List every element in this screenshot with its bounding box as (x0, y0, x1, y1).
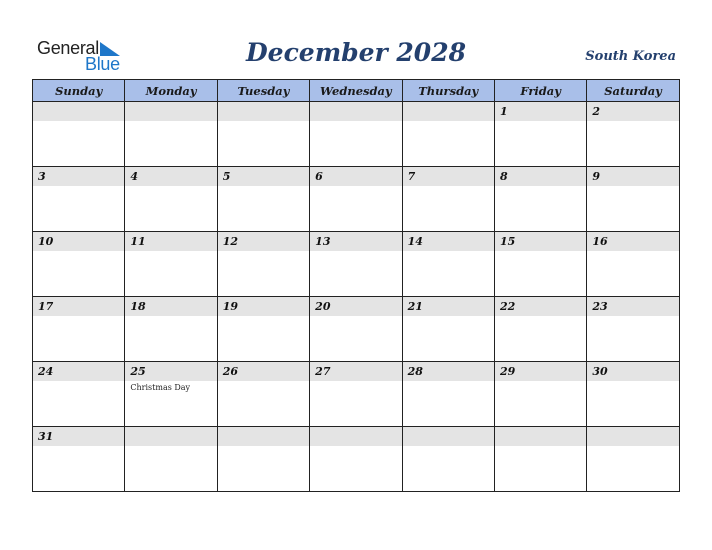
day-cell-5 (218, 167, 310, 232)
day-number: 5 (222, 170, 231, 183)
empty-day-cell (218, 102, 310, 167)
empty-day-cell (587, 427, 679, 492)
day-number-band (310, 167, 401, 186)
day-cell-18 (125, 297, 217, 362)
day-cell-7 (403, 167, 495, 232)
day-number-band (495, 102, 586, 121)
day-number-band (125, 427, 216, 446)
day-cell-3 (33, 167, 125, 232)
day-number-band (218, 102, 309, 121)
logo-word-blue: Blue (85, 54, 120, 74)
day-cell-31 (33, 427, 125, 492)
day-cell-30 (587, 362, 679, 427)
day-number: 8 (499, 170, 508, 183)
weekday-header-sunday: Sunday (33, 80, 125, 102)
day-cell-1 (495, 102, 587, 167)
day-cell-4 (125, 167, 217, 232)
day-cell-8 (495, 167, 587, 232)
day-number-band (218, 427, 309, 446)
day-number: 10 (38, 235, 54, 248)
day-number: 6 (315, 170, 323, 183)
weekday-header-saturday: Saturday (587, 80, 679, 102)
day-cell-11 (125, 232, 217, 297)
day-number: 28 (407, 365, 423, 378)
day-number: 26 (222, 365, 239, 378)
day-number-band (403, 102, 494, 121)
empty-day-cell (310, 102, 402, 167)
day-cell-10 (33, 232, 125, 297)
weekday-header-tuesday: Tuesday (218, 80, 310, 102)
day-number: 3 (38, 170, 46, 183)
empty-day-cell (125, 427, 217, 492)
day-number: 21 (407, 300, 423, 313)
empty-day-cell (403, 102, 495, 167)
day-cell-2 (587, 102, 679, 167)
day-number: 9 (592, 170, 600, 183)
empty-day-cell (218, 427, 310, 492)
day-number-band (587, 167, 678, 186)
calendar-grid (32, 79, 680, 492)
logo-word-general: General (37, 38, 99, 58)
day-number: 23 (592, 300, 608, 313)
day-number-band (310, 102, 401, 121)
day-number: 24 (38, 365, 54, 378)
day-cell-27 (310, 362, 402, 427)
day-cell-22 (495, 297, 587, 362)
day-number: 31 (38, 430, 54, 443)
weekday-header-wednesday: Wednesday (310, 80, 402, 102)
country-label: South Korea (585, 49, 676, 64)
day-number: 19 (222, 300, 239, 313)
day-number: 4 (130, 170, 139, 183)
day-number: 15 (499, 235, 516, 248)
day-number: 17 (38, 300, 54, 313)
day-number-band (495, 167, 586, 186)
calendar-title: December 2028 (245, 38, 466, 67)
day-cell-26 (218, 362, 310, 427)
day-cell-6 (310, 167, 402, 232)
holiday-label: Christmas Day (130, 383, 191, 392)
day-cell-15 (495, 232, 587, 297)
day-cell-9 (587, 167, 679, 232)
day-number: 1 (499, 105, 508, 118)
day-cell-20 (310, 297, 402, 362)
day-number: 22 (499, 300, 516, 313)
day-number-band (403, 167, 494, 186)
day-cell-19 (218, 297, 310, 362)
day-cell-25 (125, 362, 217, 427)
day-number: 14 (407, 235, 423, 248)
day-number: 29 (499, 365, 516, 378)
day-number-band (310, 427, 401, 446)
day-number-band (587, 427, 678, 446)
day-cell-29 (495, 362, 587, 427)
day-cell-13 (310, 232, 402, 297)
day-cell-21 (403, 297, 495, 362)
day-number: 18 (130, 300, 146, 313)
day-cell-12 (218, 232, 310, 297)
generalblue-logo (37, 38, 127, 74)
empty-day-cell (33, 102, 125, 167)
day-number: 11 (130, 235, 146, 248)
day-number: 20 (315, 300, 331, 313)
day-number: 16 (592, 235, 608, 248)
empty-day-cell (310, 427, 402, 492)
empty-day-cell (403, 427, 495, 492)
day-cell-28 (403, 362, 495, 427)
weekday-header-friday: Friday (495, 80, 587, 102)
day-cell-24 (33, 362, 125, 427)
day-number-band (33, 167, 124, 186)
day-cell-14 (403, 232, 495, 297)
day-number: 2 (592, 105, 600, 118)
day-number-band (33, 102, 124, 121)
day-cell-23 (587, 297, 679, 362)
day-number-band (125, 102, 216, 121)
day-number: 27 (315, 365, 331, 378)
weekday-header-thursday: Thursday (403, 80, 495, 102)
day-number: 25 (130, 365, 146, 378)
day-cell-16 (587, 232, 679, 297)
day-number: 7 (407, 170, 416, 183)
empty-day-cell (125, 102, 217, 167)
day-number: 12 (222, 235, 239, 248)
weekday-header-monday: Monday (125, 80, 217, 102)
empty-day-cell (495, 427, 587, 492)
day-number-band (218, 167, 309, 186)
day-number-band (495, 427, 586, 446)
day-cell-17 (33, 297, 125, 362)
day-number-band (403, 427, 494, 446)
day-number: 13 (315, 235, 331, 248)
day-number: 30 (592, 365, 608, 378)
day-number-band (587, 102, 678, 121)
day-number-band (125, 167, 216, 186)
